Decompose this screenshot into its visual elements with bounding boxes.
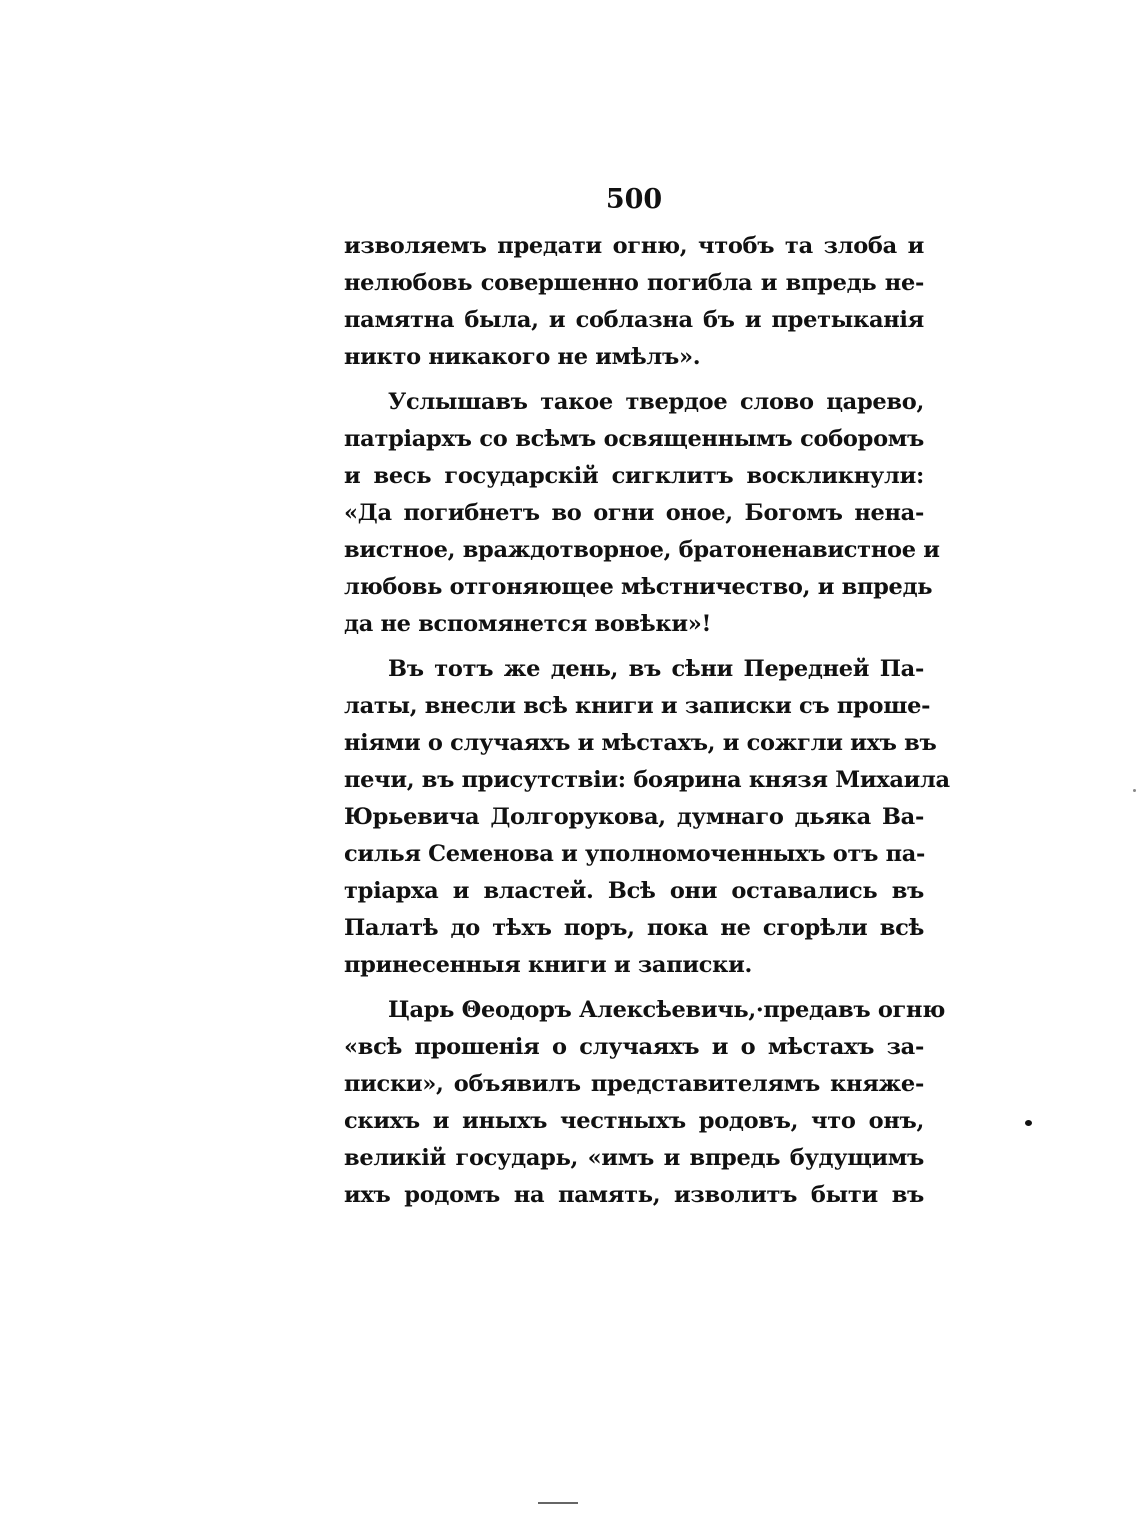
paragraph-1: [344, 228, 924, 376]
text-line: любовь отгоняющее мѣстничество, и впредь: [344, 574, 933, 600]
text-line: и весь государскій сигклитъ воскликнули:: [344, 463, 924, 489]
text-line: писки», объявилъ представителямъ княже-: [344, 1071, 924, 1097]
text-line: великій государь, «имъ и впредь будущимъ: [344, 1145, 924, 1171]
text-line: скихъ и иныхъ честныхъ родовъ, что онъ,: [344, 1108, 924, 1134]
text-line: принесенныя книги и записки.: [344, 952, 753, 978]
text-line: латы, внесли всѣ книги и записки съ проше-: [344, 693, 931, 719]
text-line: печи, въ присутствіи: боярина князя Михаила: [344, 767, 950, 793]
paragraph-2: [344, 384, 940, 643]
text-line: да не вспомянется вовѣки»!: [344, 611, 712, 637]
text-line: «Да погибнетъ во огни оное, Богомъ нена-: [344, 500, 924, 526]
text-line: изволяемъ предати огню, чтобъ та злоба и: [344, 233, 924, 259]
text-line: патріархъ со всѣмъ освященнымъ соборомъ: [344, 426, 924, 452]
text-line: Царь Θеодоръ Алексѣевичь,·предавъ огню: [388, 997, 945, 1023]
text-line: «всѣ прошенія о случаяхъ и о мѣстахъ за-: [344, 1034, 924, 1060]
paragraph-3: [344, 651, 950, 984]
text-line: силья Семенова и уполномоченныхъ отъ па-: [344, 841, 926, 867]
text-line: никто никакого не имѣлъ».: [344, 344, 701, 370]
text-line: тріарха и властей. Всѣ они оставались въ: [344, 878, 924, 904]
ink-speck: [1133, 789, 1136, 792]
ink-speck: [1025, 1120, 1032, 1126]
scan-mark: [538, 1502, 578, 1504]
text-line: ніями о случаяхъ и мѣстахъ, и сожгли ихъ въ: [344, 730, 937, 756]
body-text: [344, 228, 950, 1222]
text-line: Палатѣ до тѣхъ поръ, пока не сгорѣли всѣ: [344, 915, 924, 941]
text-line: Въ тотъ же день, въ сѣни Передней Па-: [388, 656, 924, 682]
text-line: памятна была, и соблазна бъ и претыканія: [344, 307, 924, 333]
page-number: 500: [605, 184, 663, 215]
paragraph-4: [344, 992, 945, 1214]
text-line: нелюбовь совершенно погибла и впредь не-: [344, 270, 924, 296]
text-line: ихъ родомъ на память, изволитъ быти въ: [344, 1182, 924, 1208]
text-line: вистное, враждотворное, братоненавистное и: [344, 537, 940, 563]
text-line: Юрьевича Долгорукова, думнаго дьяка Ва-: [344, 804, 924, 830]
text-line: Услышавъ такое твердое слово царево,: [388, 389, 924, 415]
